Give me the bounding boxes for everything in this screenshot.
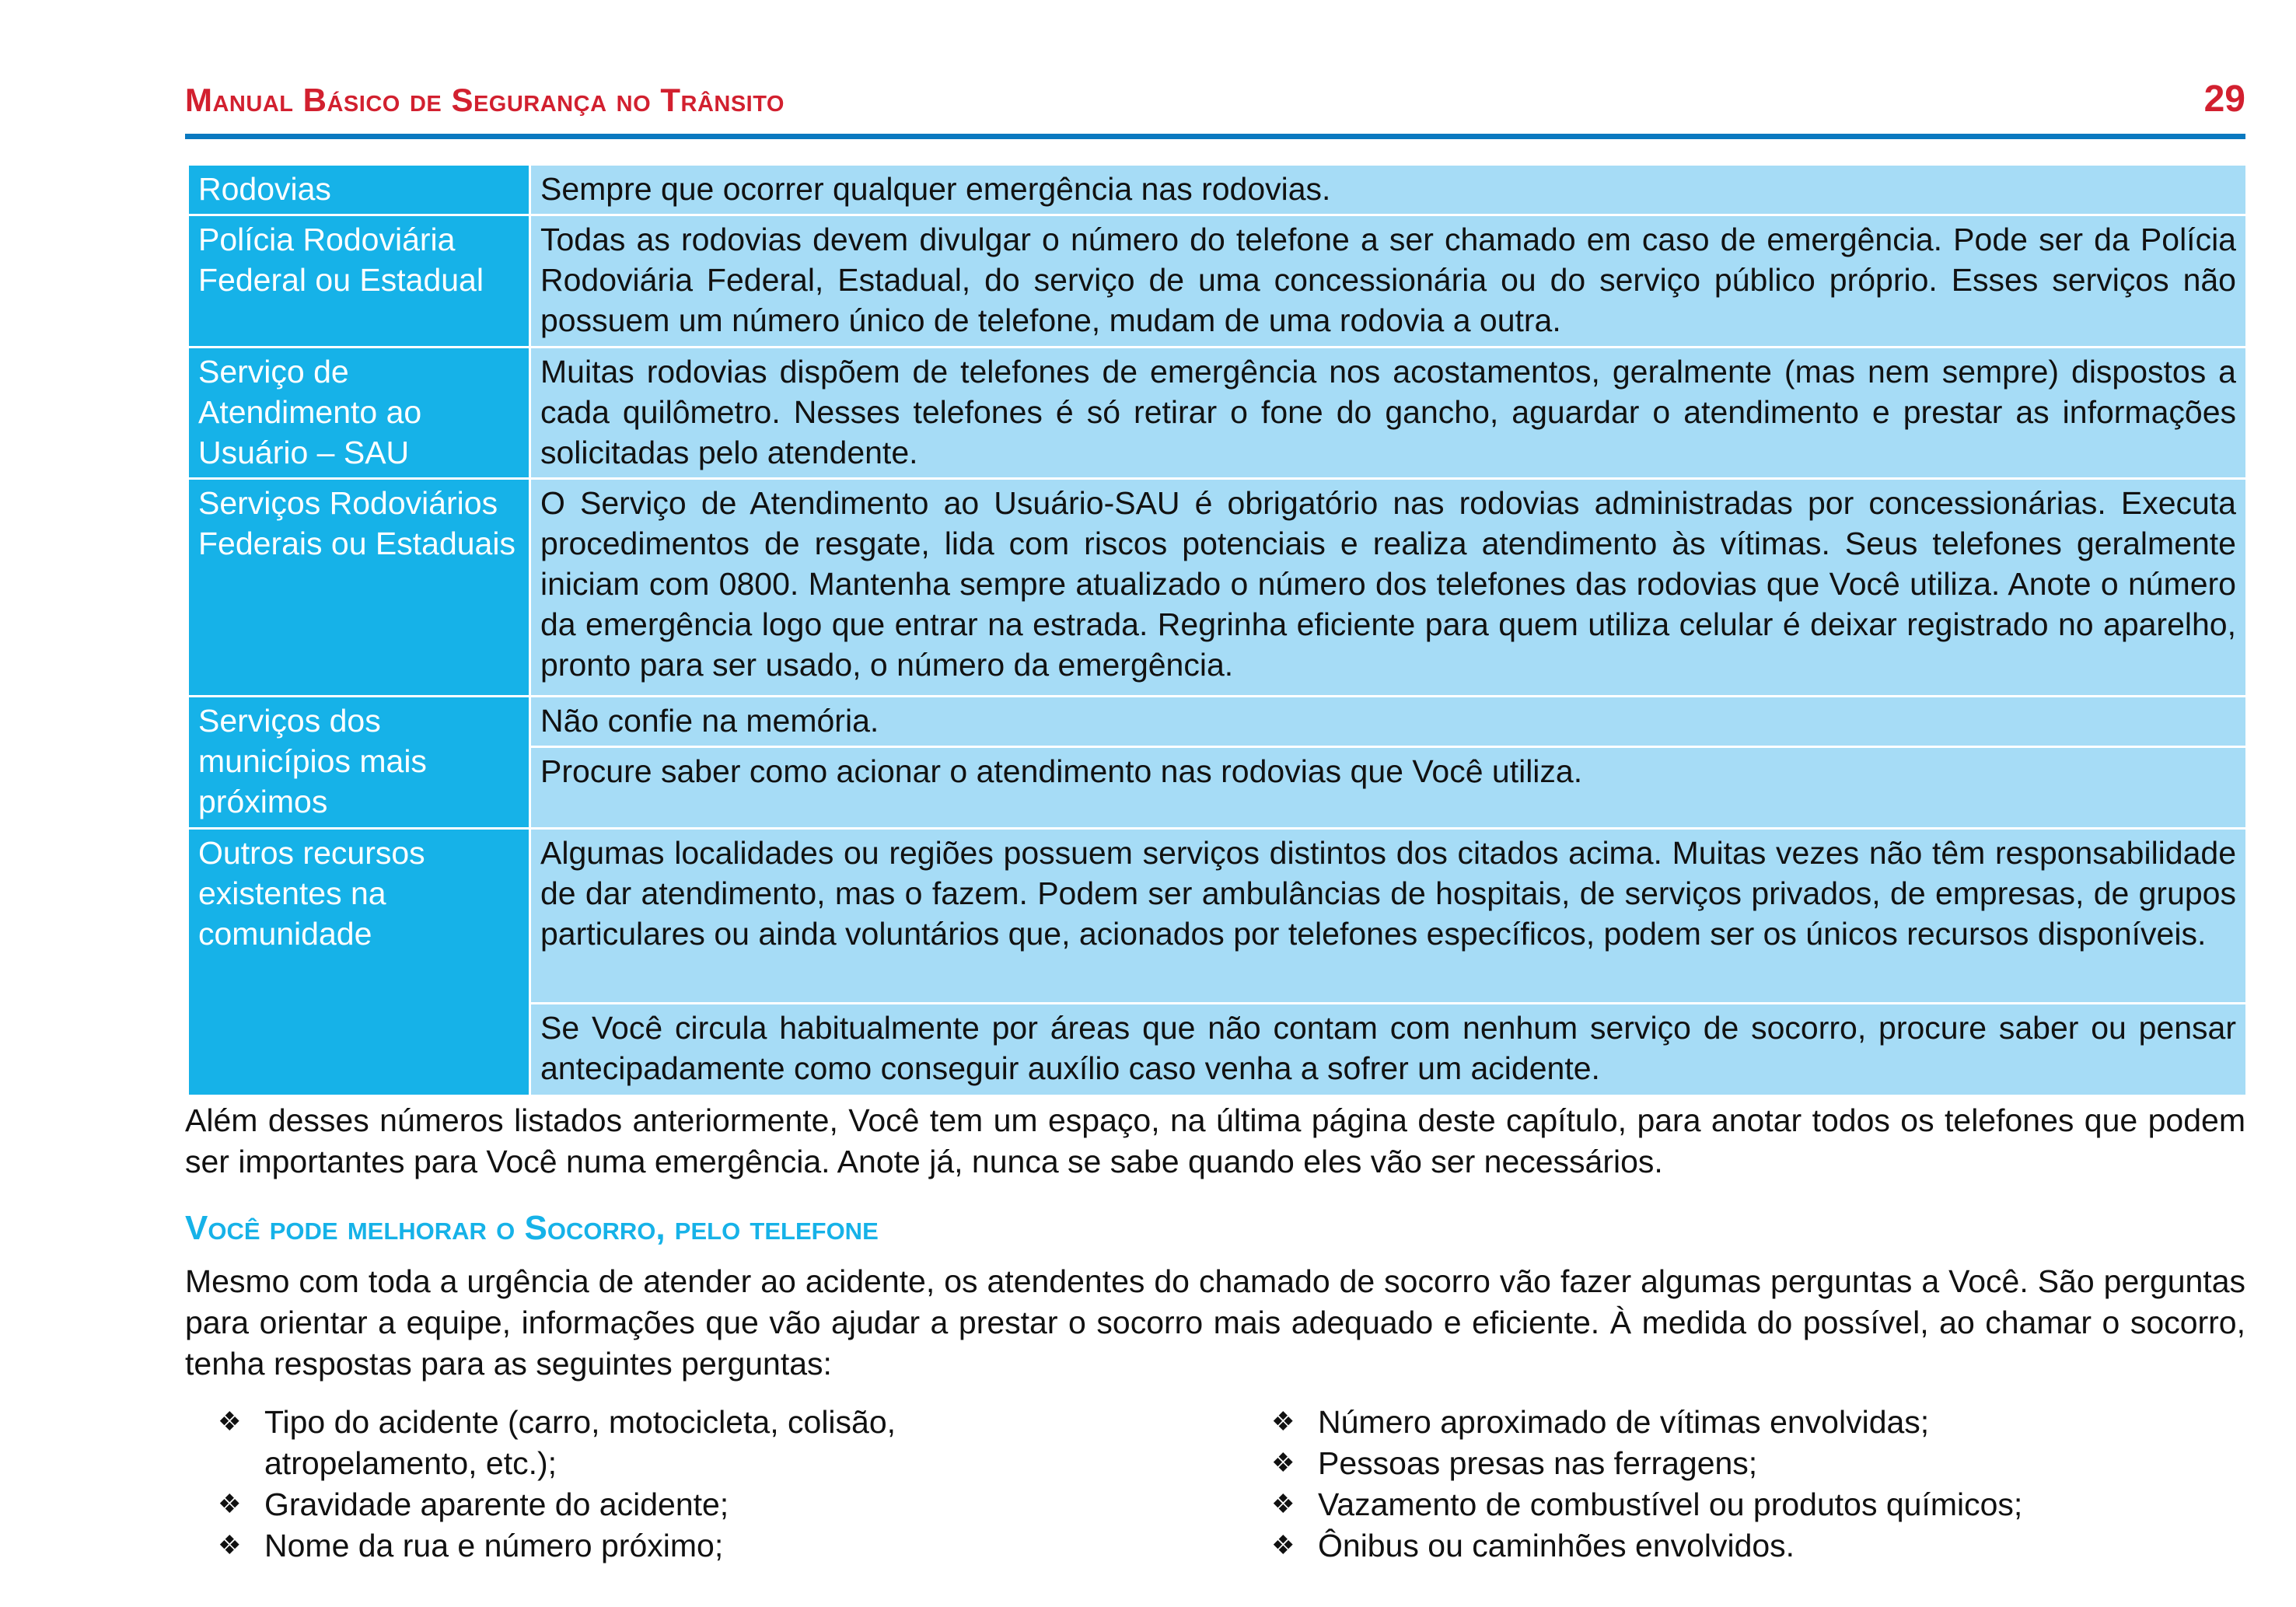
table-cell: Todas as rodovias devem divulgar o número do telefone a ser chamado em caso de emergência. Pode ser da Polícia Rodoviária Federal, Estadual, do serviço de uma concessionária ou do serviço público próprio. Esses serviços não possuem um número único de telefone, mudam de uma rodovia a outra.	[531, 216, 2245, 346]
list-item	[1271, 1484, 2243, 1525]
diamond-bullet-icon: ❖	[1271, 1407, 1295, 1437]
table-row-label: Polícia Rodoviária Federal ou Estadual	[189, 216, 529, 346]
table-cell: Algumas localidades ou regiões possuem serviços distintos dos citados acima. Muitas vezes não têm responsabilidade de dar atendimento, mas o fazem. Podem ser ambulâncias de hospitais, de serviços privados, de empresas, de grupos particulares ou ainda voluntários que, acionados por telefones específicos, podem ser os únicos recursos disponíveis.	[531, 830, 2245, 1002]
table-cell: Muitas rodovias dispõem de telefones de emergência nos acostamentos, geralmente (mas nem sempre) dispostos a cada quilômetro. Nesses telefones é só retirar o fone do gancho, aguardar o atendimento e prestar as informações solicitadas pelo atendente.	[531, 348, 2245, 477]
list-item	[218, 1484, 1034, 1525]
section-intro: Mesmo com toda a urgência de atender ao acidente, os atendentes do chamado de socorro vão fazer algumas perguntas a Você. São perguntas para orientar a equipe, informações que vão ajudar a prestar o socorro mais adequado e eficiente. À medida do possível, ao chamar o socorro, tenha respostas para as seguintes perguntas:	[185, 1263, 2245, 1382]
table-cell: Não confie na memória.	[531, 697, 2245, 746]
list-item-text: Vazamento de combustível ou produtos químicos;	[1318, 1486, 2023, 1522]
table-cell: Sempre que ocorrer qualquer emergência nas rodovias.	[531, 166, 2245, 214]
table-cell: Se Você circula habitualmente por áreas que não contam com nenhum serviço de socorro, procure saber ou pensar antecipadamente como conseguir auxílio caso venha a sofrer um acidente.	[531, 1004, 2245, 1095]
list-item	[1271, 1443, 2243, 1484]
list-item-text: Número aproximado de vítimas envolvidas;	[1318, 1404, 1930, 1440]
list-item	[1271, 1525, 2243, 1567]
diamond-bullet-icon: ❖	[218, 1531, 242, 1560]
bullet-list-left	[218, 1402, 1034, 1567]
after-table-paragraph: Além desses números listados anteriormente, Você tem um espaço, na última página deste capítulo, para anotar todos os telefones que podem ser importantes para Você numa emergência. Anote já, nunca se sabe quando eles vão ser necessários.	[185, 1102, 2245, 1179]
list-item-text: Tipo do acidente (carro, motocicleta, colisão, atropelamento, etc.);	[264, 1404, 896, 1481]
bullet-list-right	[1271, 1402, 2243, 1567]
table-row-label: Serviços dos municípios mais próximos	[189, 697, 529, 827]
diamond-bullet-icon: ❖	[1271, 1531, 1295, 1560]
list-item-text: Pessoas presas nas ferragens;	[1318, 1445, 1758, 1481]
header-rule	[185, 134, 2245, 139]
table-row-label: Outros recursos existentes na comunidade	[189, 830, 529, 1095]
diamond-bullet-icon: ❖	[218, 1490, 242, 1519]
table-row-label: Rodovias	[189, 166, 529, 214]
diamond-bullet-icon: ❖	[1271, 1448, 1295, 1478]
list-item-text: Gravidade aparente do acidente;	[264, 1486, 729, 1522]
table-cell: O Serviço de Atendimento ao Usuário-SAU é obrigatório nas rodovias administradas por concessionárias. Executa procedimentos de resgate, lida com riscos potenciais e realiza atendimento às vítimas. Seus telefones geralmente iniciam com 0800. Mantenha sempre atualizado o número dos telefones das rodovias que Você utiliza. Anote o número da emergência logo que entrar na estrada. Regrinha eficiente para quem utiliza celular é deixar registrado no aparelho, pronto para ser usado, o número da emergência.	[531, 480, 2245, 695]
running-header-title: Manual Básico de Segurança no Trânsito	[185, 82, 785, 118]
table-row-label: Serviços Rodoviários Federais ou Estaduais	[189, 480, 529, 695]
diamond-bullet-icon: ❖	[1271, 1490, 1295, 1519]
table-row-label: Serviço de Atendimento ao Usuário – SAU	[189, 348, 529, 477]
page-number: 29	[2203, 79, 2245, 120]
list-item	[1271, 1402, 2243, 1443]
list-item	[218, 1525, 1034, 1567]
table-cell: Procure saber como acionar o atendimento nas rodovias que Você utiliza.	[531, 748, 2245, 827]
list-item-text: Ônibus ou caminhões envolvidos.	[1318, 1528, 1795, 1563]
list-item-text: Nome da rua e número próximo;	[264, 1528, 724, 1563]
list-item	[218, 1402, 1034, 1484]
diamond-bullet-icon: ❖	[218, 1407, 242, 1437]
section-heading: Você pode melhorar o Socorro, pelo telefone	[185, 1209, 879, 1247]
